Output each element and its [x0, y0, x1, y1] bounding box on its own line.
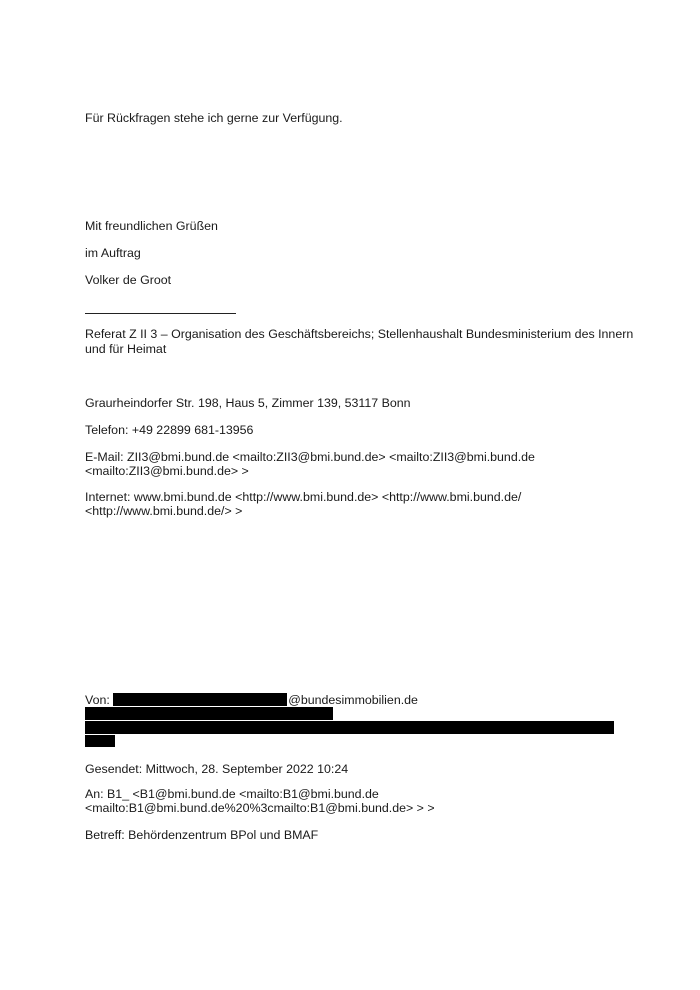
internet-line-2: <http://www.bmi.bund.de/> > [85, 504, 243, 518]
redaction-block [85, 707, 333, 720]
sent-line: Gesendet: Mittwoch, 28. September 2022 10:24 [85, 762, 349, 776]
greeting: Mit freundlichen Grüßen [85, 219, 218, 233]
redaction-block [113, 693, 287, 706]
inquiry-text: Für Rückfragen stehe ich gerne zur Verfügung. [85, 111, 343, 125]
address: Graurheindorfer Str. 198, Haus 5, Zimmer 139, 53117 Bonn [85, 396, 411, 410]
signature-divider [85, 313, 236, 314]
department-line-1: Referat Z II 3 – Organisation des Geschäftsbereichs; Stellenhaushalt Bundesministerium des Innern [85, 327, 634, 341]
on-behalf: im Auftrag [85, 246, 141, 260]
internet-line-1: Internet: www.bmi.bund.de <http://www.bmi.bund.de> <http://www.bmi.bund.de/ [85, 490, 522, 504]
to-line-2: <mailto:B1@bmi.bund.de%20%3cmailto:B1@bmi.bund.de> > > [85, 801, 435, 815]
redaction-block [85, 735, 115, 747]
subject-line: Betreff: Behördenzentrum BPol und BMAF [85, 828, 319, 842]
from-domain: @bundesimmobilien.de [288, 693, 418, 707]
from-label: Von: [85, 693, 110, 707]
from-line [85, 693, 418, 708]
redaction-block [85, 721, 614, 734]
department-line-2: und für Heimat [85, 342, 167, 356]
email-line-2: <mailto:ZII3@bmi.bund.de> > [85, 464, 249, 478]
email-line-1: E-Mail: ZII3@bmi.bund.de <mailto:ZII3@bmi.bund.de> <mailto:ZII3@bmi.bund.de [85, 450, 535, 464]
phone: Telefon: +49 22899 681-13956 [85, 423, 254, 437]
to-line-1: An: B1_ <B1@bmi.bund.de <mailto:B1@bmi.bund.de [85, 787, 379, 801]
sender-name: Volker de Groot [85, 273, 172, 287]
